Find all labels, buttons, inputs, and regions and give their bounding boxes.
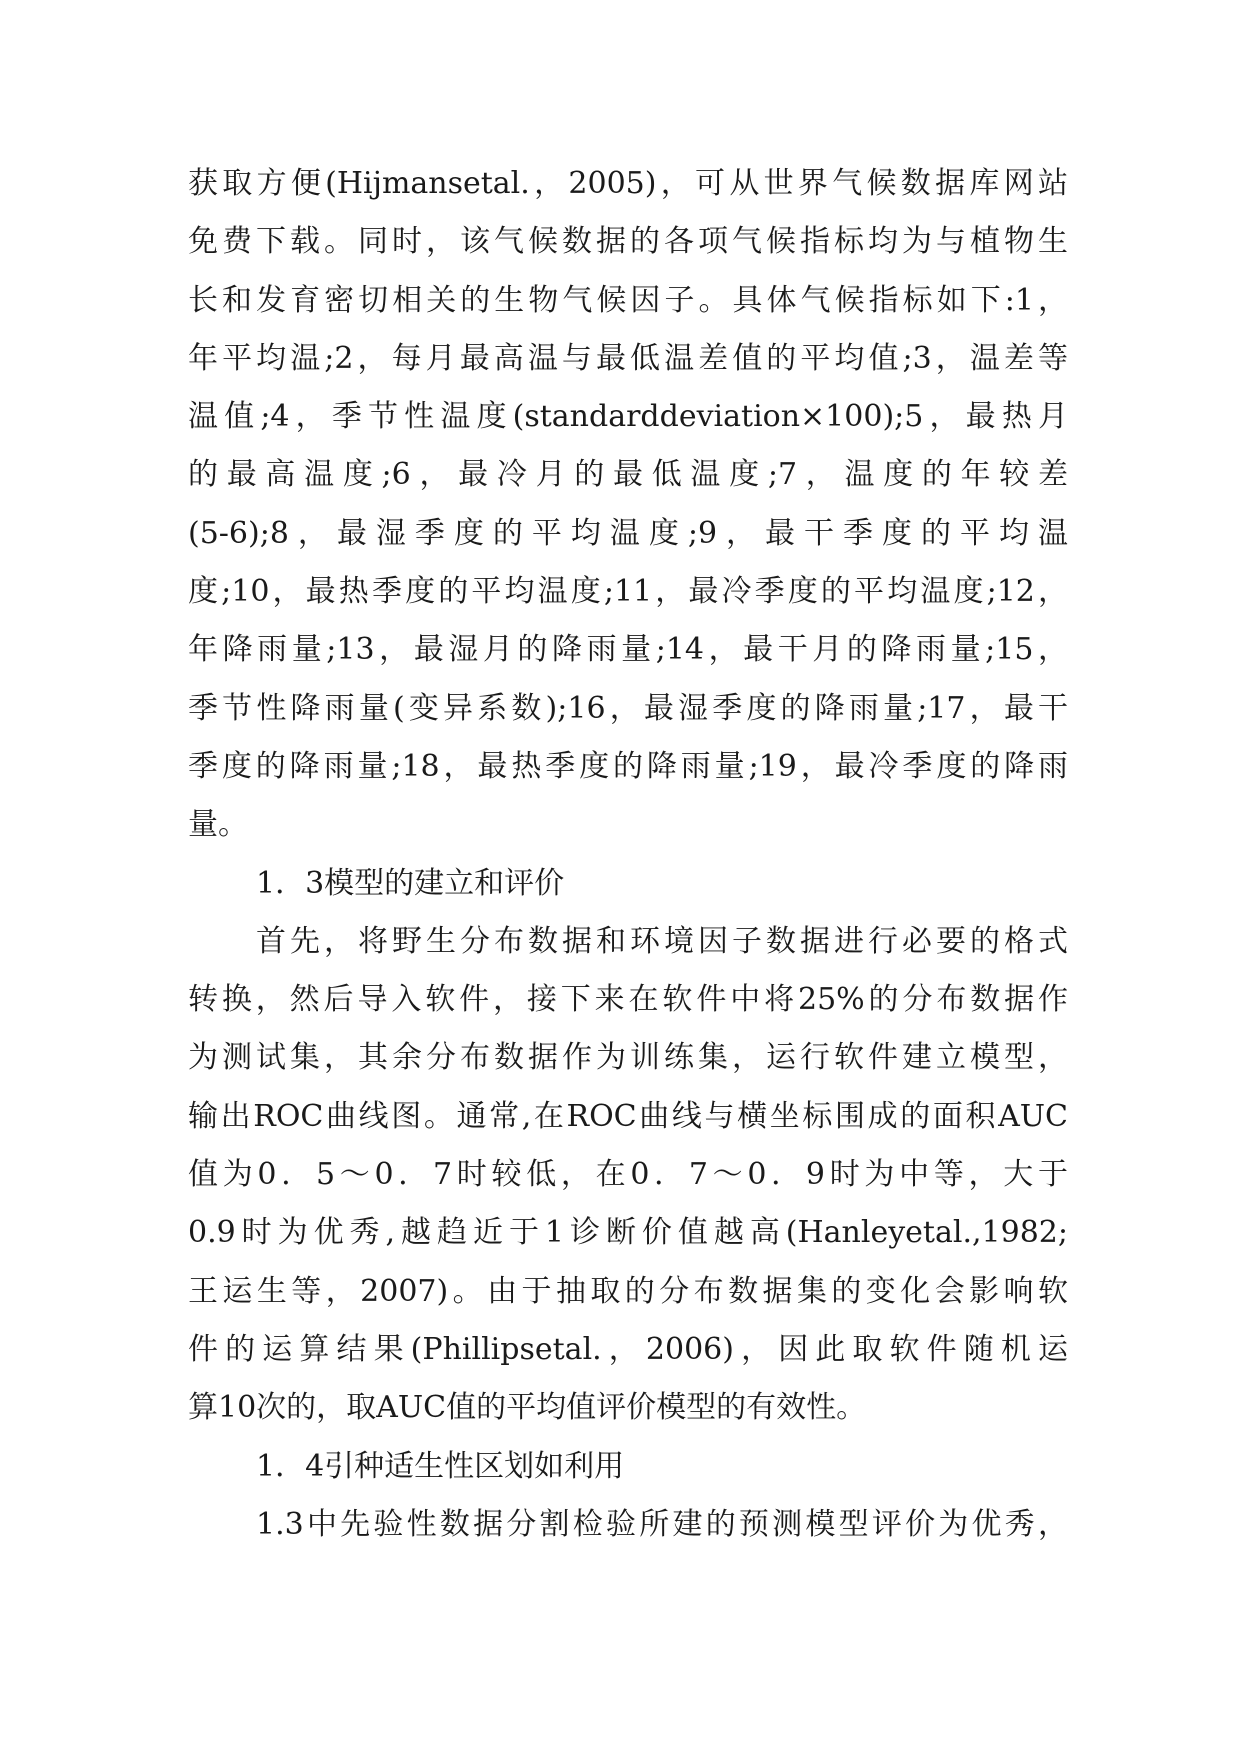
document-page — [188, 155, 1068, 1554]
section-heading-1-3: 1．3模型的建立和评价 — [256, 865, 565, 901]
text-line: 转换，然后导入软件，接下来在软件中将25%的分布数据作 — [188, 982, 1068, 1018]
text-line: 0.9时为优秀,越趋近于1诊断价值越高(Hanleyetal.,1982; — [188, 1215, 1068, 1251]
text-line: 季度的降雨量;18，最热季度的降雨量;19，最冷季度的降雨 — [188, 748, 1068, 784]
paragraph-model-evaluation — [188, 913, 1068, 1438]
section-heading-1-4: 1．4引种适生性区划如利用 — [256, 1448, 625, 1484]
paragraph-introduction-zoning — [188, 1496, 1068, 1554]
text-line: 王运生等，2007)。由于抽取的分布数据集的变化会影响软 — [188, 1273, 1068, 1309]
text-line: 量。 — [188, 807, 248, 843]
text-line: 季节性降雨量(变异系数);16，最湿季度的降雨量;17，最干 — [188, 690, 1068, 726]
text-line: 首先，将野生分布数据和环境因子数据进行必要的格式 — [256, 923, 1068, 959]
text-line: 年平均温;2，每月最高温与最低温差值的平均值;3，温差等 — [188, 340, 1068, 376]
text-line: 件的运算结果(Phillipsetal.，2006)，因此取软件随机运 — [188, 1331, 1068, 1367]
text-line: 输出ROC曲线图。通常,在ROC曲线与横坐标围成的面积AUC — [188, 1098, 1068, 1134]
text-line: 温值;4，季节性温度(standarddeviation×100);5，最热月 — [188, 399, 1068, 435]
text-line: 长和发育密切相关的生物气候因子。具体气候指标如下:1， — [188, 282, 1068, 318]
text-line: 年降雨量;13，最湿月的降雨量;14，最干月的降雨量;15， — [188, 632, 1068, 668]
paragraph-climate-indicators — [188, 155, 1068, 855]
text-line: 值为0．5～0．7时较低，在0．7～0．9时为中等，大于 — [188, 1157, 1068, 1193]
text-line: 算10次的，取AUC值的平均值评价模型的有效性。 — [188, 1390, 867, 1426]
text-line: 免费下载。同时，该气候数据的各项气候指标均为与植物生 — [188, 224, 1068, 260]
text-line: 度;10，最热季度的平均温度;11，最冷季度的平均温度;12， — [188, 574, 1068, 610]
text-line: 的最高温度;6，最冷月的最低温度;7，温度的年较差 — [188, 457, 1068, 493]
text-line: 1.3中先验性数据分割检验所建的预测模型评价为优秀， — [256, 1506, 1068, 1542]
text-line: 获取方便(Hijmansetal.，2005)，可从世界气候数据库网站 — [188, 166, 1068, 201]
text-line: 为测试集，其余分布数据作为训练集，运行软件建立模型， — [188, 1040, 1068, 1076]
text-line: (5-6);8，最湿季度的平均温度;9，最干季度的平均温 — [188, 515, 1068, 551]
